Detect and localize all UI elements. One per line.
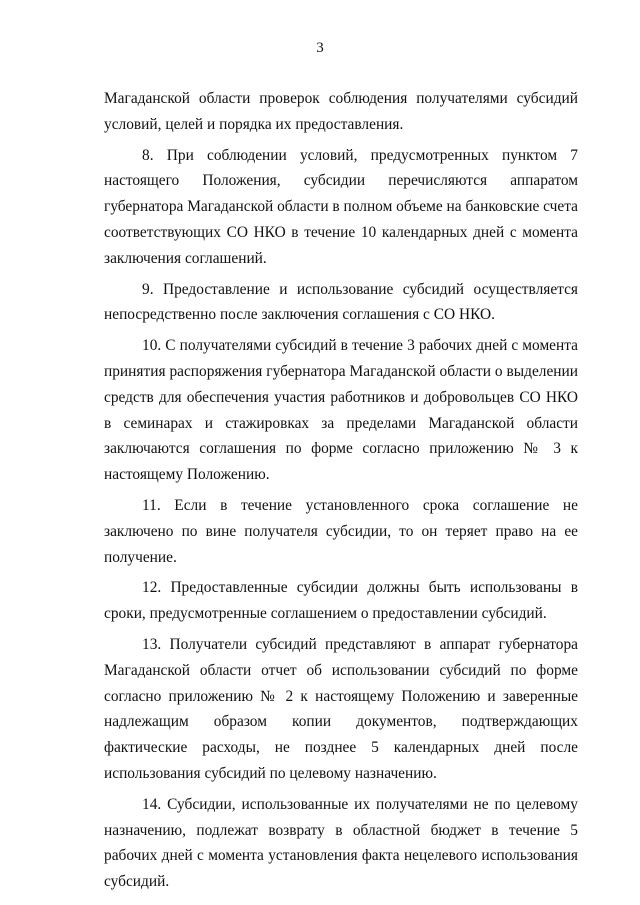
paragraph-10: 10. С получателями субсидий в течение 3 рабочих дней с момента принятия распоряжения губернатора Магаданской области о выделении средств для обеспечения участия работников и добровольцев СО НКО в семинарах и стажировках за пределами Магаданской области заключаются соглашения по форме согласно приложению № 3 к настоящему Положению. <box>104 337 578 484</box>
document-body <box>104 86 578 900</box>
paragraph-continuation: Магаданской области проверок соблюдения получателями субсидий условий, целей и порядка их предоставления. <box>104 90 578 133</box>
paragraph-9: 9. Предоставление и использование субсидий осуществляется непосредственно после заключения соглашения с СО НКО. <box>104 280 578 324</box>
paragraph-12: 12. Предоставленные субсидии должны быть использованы в сроки, предусмотренные соглашением о предоставлении субсидий. <box>104 579 578 623</box>
paragraph-11: 11. Если в течение установленного срока соглашение не заключено по вине получателя субсидии, то он теряет право на ее получение. <box>104 496 578 566</box>
page-number: 3 <box>316 40 324 56</box>
paragraph-13: 13. Получатели субсидий представляют в аппарат губернатора Магаданской области отчет об использовании субсидий по форме согласно приложению № 2 к настоящему Положению и заверенные надлежащим образом копии документов, подтверждающих фактические расходы, не позднее 5 календарных дней после использования субсидий по целевому назначению. <box>104 635 578 782</box>
paragraph-14: 14. Субсидии, использованные их получателями не по целевому назначению, подлежат возврату в областной бюджет в течение 5 рабочих дней с момента установления факта нецелевого использования субсидий. <box>104 795 578 891</box>
paragraph-8: 8. При соблюдении условий, предусмотренных пунктом 7 настоящего Положения, субсидии перечисляются аппаратом губернатора Магаданской области в полном объеме на банковские счета соответствующих СО НКО в течение 10 календарных дней с момента заключения соглашений. <box>104 146 578 267</box>
